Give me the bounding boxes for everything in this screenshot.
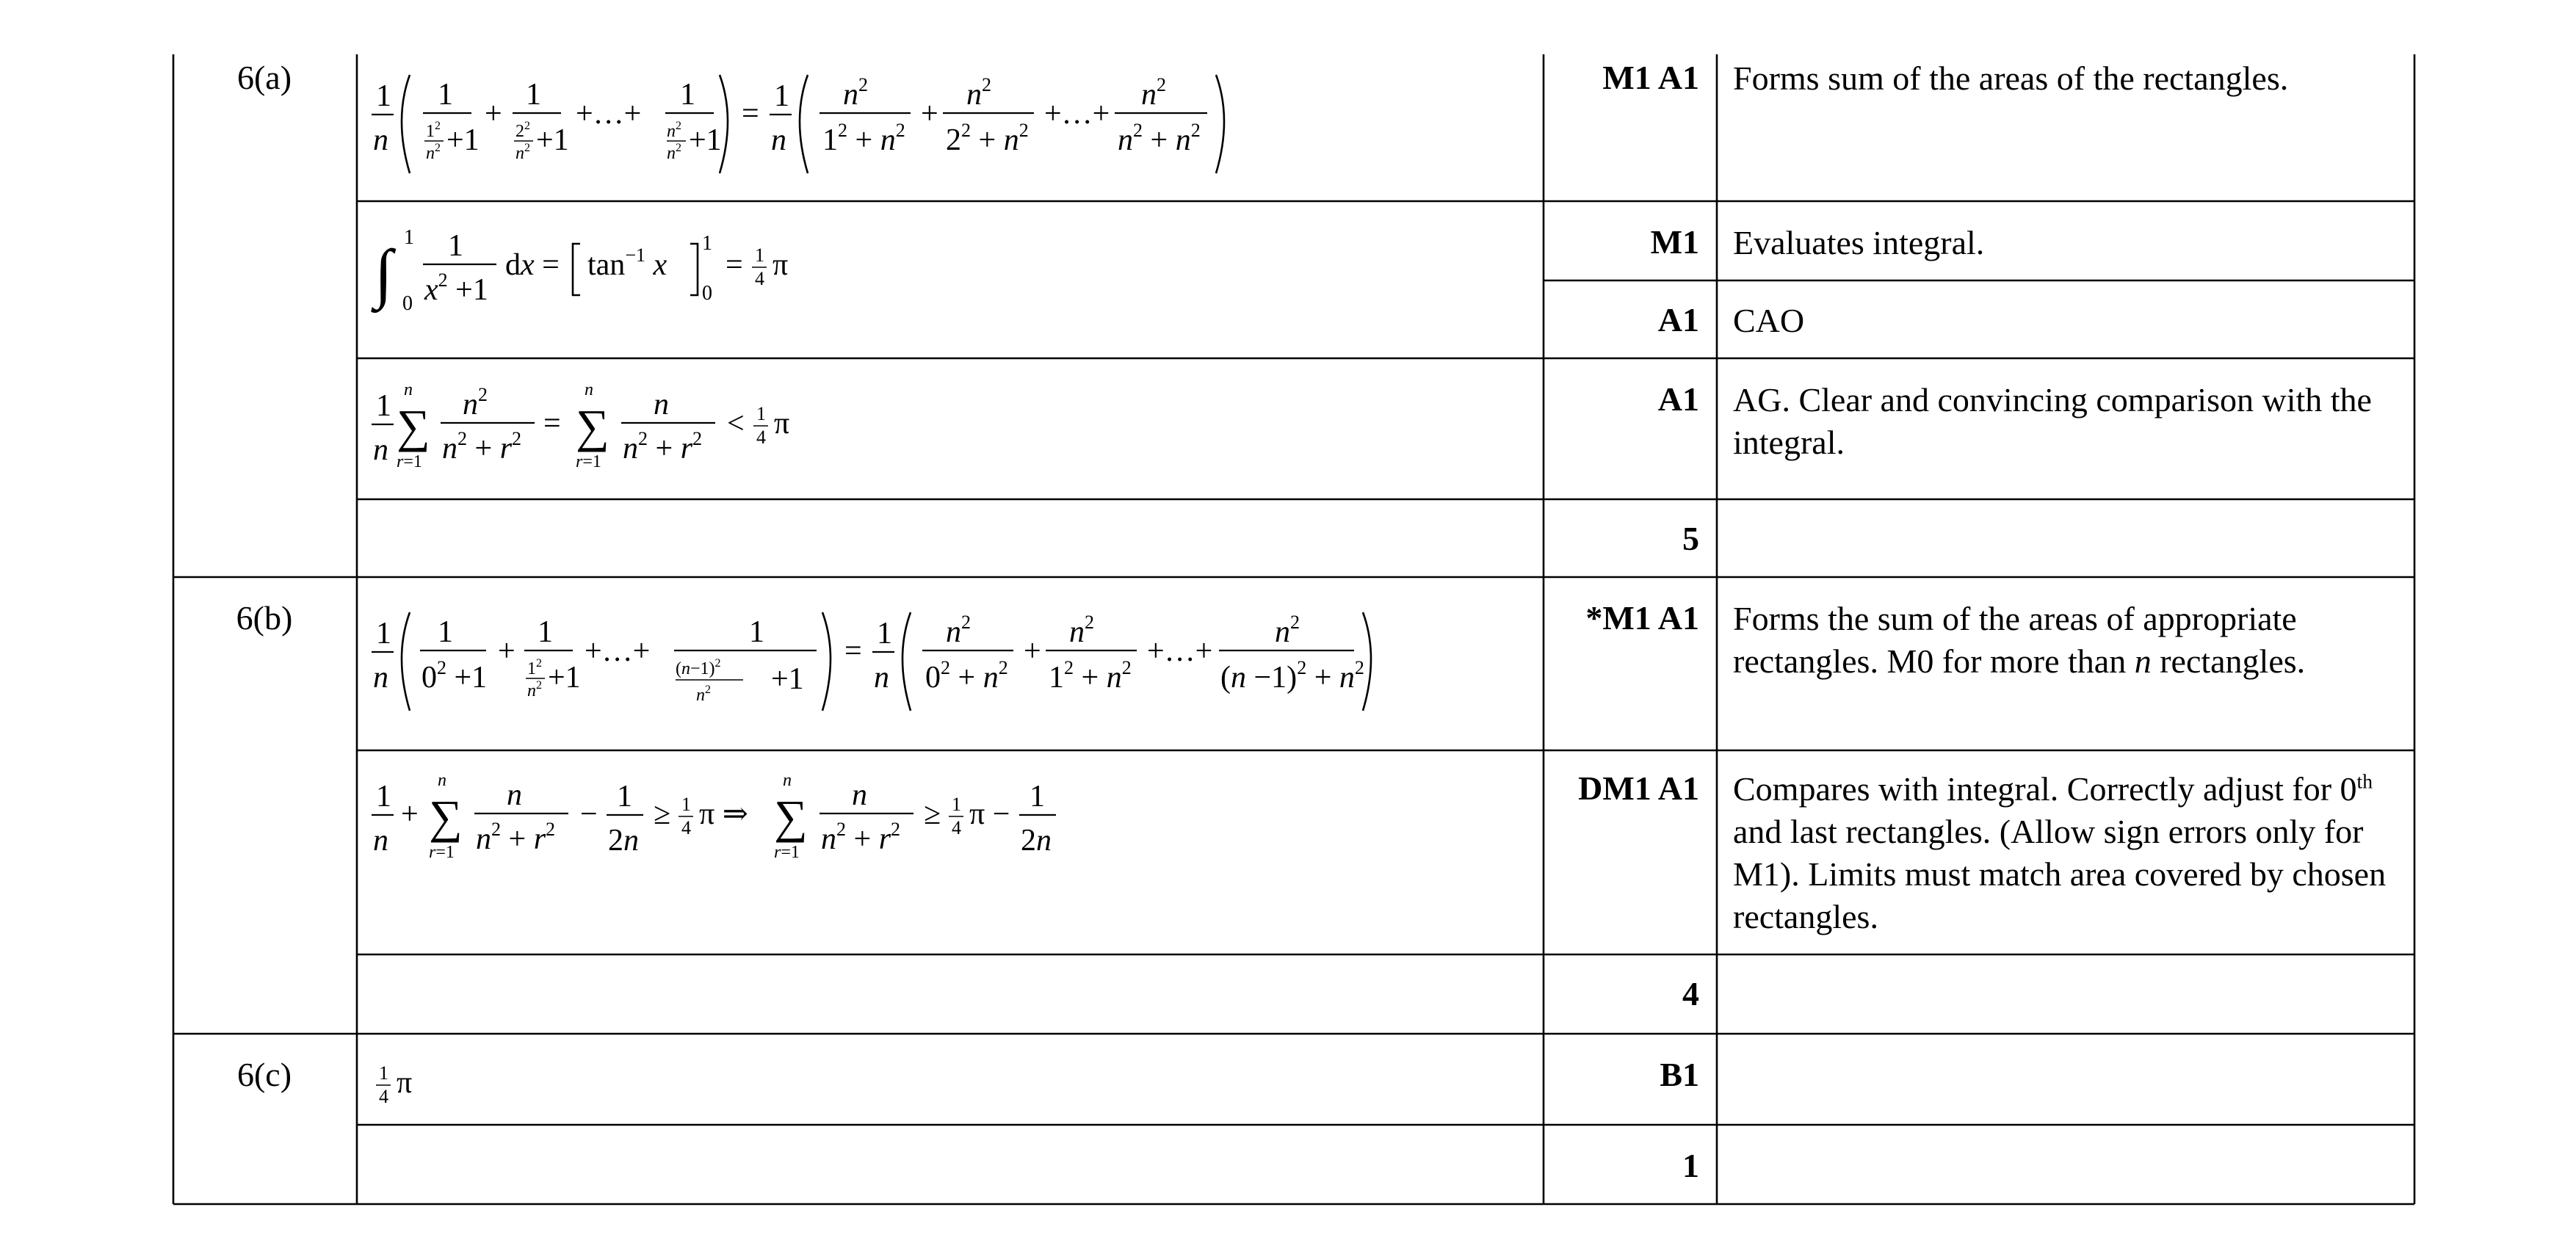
svg-text:2n: 2n — [608, 824, 639, 858]
marks-cell: A1 — [1657, 380, 1699, 418]
svg-text:4: 4 — [755, 268, 764, 289]
svg-text:1: 1 — [749, 615, 764, 649]
svg-text:r=1: r=1 — [429, 843, 455, 862]
svg-text:n: n — [373, 123, 388, 157]
svg-text:∑: ∑ — [429, 791, 463, 843]
svg-text:1: 1 — [877, 617, 892, 650]
svg-text:=: = — [726, 248, 743, 282]
marks-cell: A1 — [1657, 301, 1699, 338]
svg-text:(n−1)2: $(n-1)^2$ — [676, 657, 721, 678]
svg-text:+: + — [485, 97, 502, 131]
svg-text:=: = — [742, 97, 759, 131]
svg-text:n: n — [654, 388, 669, 421]
svg-text:n: n — [373, 824, 388, 858]
svg-text:1: 1 — [774, 79, 789, 113]
marks-total: 4 — [1682, 975, 1699, 1012]
svg-text:n2: $n^2$ — [667, 142, 681, 163]
svg-text:4: 4 — [681, 817, 691, 838]
svg-text:+: + — [921, 97, 938, 131]
svg-text:+…+: +…+ — [1044, 97, 1110, 131]
marks-cell: B1 — [1660, 1056, 1699, 1093]
svg-text:x2 +1: $x^2 +1$ — [424, 269, 488, 307]
question-label-6a: 6(a) — [236, 59, 292, 96]
svg-text:tan−1 x: $\tan^{-1} x$ — [587, 244, 667, 282]
math-integral-evaluation — [367, 214, 881, 336]
svg-text:1: 1 — [1030, 780, 1045, 813]
guidance-cell: Evaluates integral. — [1733, 224, 1985, 261]
svg-text:1: 1 — [376, 780, 391, 813]
svg-text:n2: $n^2$ — [667, 120, 681, 141]
svg-text:n: n — [373, 433, 388, 467]
math-sum-of-rectangles-6a — [367, 63, 1322, 199]
svg-text:1: 1 — [680, 78, 695, 112]
guidance-cell: Forms sum of the areas of the rectangles. — [1733, 59, 2289, 97]
svg-text:n2: $n^2$ — [946, 612, 971, 649]
marks-cell: M1 A1 — [1602, 59, 1699, 96]
svg-text:02 +1: $0^2 +1$ — [422, 657, 488, 695]
svg-text:≥: ≥ — [924, 797, 941, 831]
math-sum-of-rectangles-6b — [367, 601, 1439, 744]
svg-text:+…+: +…+ — [585, 634, 651, 668]
svg-text:n2 + r2: $n^2 + r^2$ — [623, 428, 703, 465]
svg-text:n: n — [852, 778, 867, 812]
svg-text:=: = — [844, 634, 862, 668]
svg-text:12 + n2: $1^2 + n^2$ — [1049, 657, 1132, 695]
svg-text:r=1: r=1 — [397, 452, 422, 471]
svg-text:n2 + r2: $n^2 + r^2$ — [821, 819, 901, 856]
svg-text:∑: ∑ — [397, 400, 430, 452]
svg-text:(n −1)2 + n2: $(n -1)^2 + n^2$ — [1220, 657, 1364, 695]
svg-text:+: + — [401, 797, 419, 831]
marks-total: 5 — [1682, 520, 1699, 557]
question-label-6b: 6(b) — [236, 599, 293, 637]
math-sum-comparison — [367, 373, 881, 494]
svg-text:1: 1 — [952, 794, 961, 815]
svg-text:+1: +1 — [536, 123, 569, 157]
svg-text:r=1: r=1 — [576, 452, 601, 471]
svg-text:+…+: +…+ — [1147, 634, 1213, 668]
svg-text:n: n — [783, 771, 792, 790]
svg-text:≥: ≥ — [654, 797, 671, 831]
svg-text:+…+: +…+ — [576, 97, 642, 131]
svg-text:−: − — [580, 797, 598, 831]
svg-text:n2: $n^2$ — [843, 74, 868, 112]
svg-text:n2: $n^2$ — [1069, 612, 1094, 649]
guidance-cell: Forms the sum of the areas of appropriate rectangles. M0 for more than n rectangles. — [1733, 600, 2306, 680]
svg-text:n2 + n2: $n^2 + n^2$ — [1118, 120, 1201, 157]
svg-text:n: n — [874, 661, 889, 695]
svg-text:4: 4 — [952, 817, 961, 838]
svg-text:4: 4 — [756, 427, 766, 448]
svg-text:+1: +1 — [771, 662, 804, 696]
svg-text:π: π — [774, 407, 790, 441]
svg-text:∑: ∑ — [774, 791, 808, 843]
marks-cell: M1 — [1650, 223, 1699, 261]
svg-text:n2: $n^2$ — [515, 142, 530, 163]
svg-text:+1: +1 — [548, 661, 581, 695]
guidance-cell: CAO — [1733, 302, 1805, 339]
svg-text:n2: $n^2$ — [527, 679, 542, 700]
svg-text:1: 1 — [376, 617, 391, 650]
svg-text:n: n — [404, 380, 413, 399]
svg-text:=: = — [543, 407, 561, 441]
svg-text:1: 1 — [379, 1062, 388, 1084]
marks-cell: *M1 A1 — [1585, 599, 1699, 637]
svg-text:12: $1^2$ — [527, 657, 542, 678]
math-inequality-6b — [367, 764, 1101, 885]
svg-text:+1: +1 — [446, 123, 480, 157]
svg-text:1: 1 — [538, 615, 553, 649]
svg-text:1: 1 — [617, 780, 632, 813]
guidance-cell: AG. Clear and convincing comparison with the integral. — [1733, 381, 2372, 461]
svg-text:n: n — [507, 778, 522, 812]
svg-text:12: $1^2$ — [426, 120, 441, 141]
svg-text:∑: ∑ — [576, 400, 609, 452]
svg-text:1: 1 — [438, 78, 453, 112]
svg-text:1: 1 — [376, 79, 391, 113]
svg-text:π −: π − — [969, 797, 1010, 831]
svg-text:1: 1 — [448, 229, 463, 263]
svg-text:n2: $n^2$ — [463, 384, 488, 421]
svg-text:<: < — [727, 407, 745, 441]
svg-text:n: n — [438, 771, 446, 790]
svg-text:22: $2^2$ — [515, 120, 530, 141]
question-label-6c: 6(c) — [236, 1056, 292, 1093]
svg-text:1: 1 — [526, 78, 541, 112]
svg-text:1: 1 — [756, 403, 766, 424]
svg-text:n: n — [373, 661, 388, 695]
svg-text:∫: ∫ — [375, 237, 393, 310]
svg-text:22 + n2: $2^2 + n^2$ — [946, 120, 1029, 157]
svg-text:1: 1 — [438, 615, 453, 649]
svg-text:n2: $n^2$ — [1275, 612, 1300, 649]
svg-text:1: 1 — [755, 244, 764, 266]
svg-text:1: 1 — [404, 226, 414, 249]
svg-text:+: + — [1024, 634, 1041, 668]
svg-text:dx =: dx = — [505, 248, 560, 282]
svg-text:02 + n2: $0^2 + n^2$ — [925, 657, 1008, 695]
svg-text:n2 + r2: $n^2 + r^2$ — [476, 819, 556, 856]
svg-text:n2: $n^2$ — [426, 142, 441, 163]
svg-text:1: 1 — [376, 389, 391, 423]
guidance-cell: Compares with integral. Correctly adjust for 0th and last rectangles. (Allow sign errors only for M1). Limits must match area covered by chosen rectangles. — [1733, 769, 2387, 935]
marks-cell: DM1 A1 — [1578, 769, 1699, 807]
svg-text:2n: 2n — [1021, 824, 1052, 858]
svg-text:π: π — [773, 248, 789, 282]
svg-text:n2: $n^2$ — [966, 74, 991, 112]
svg-text:0: 0 — [702, 282, 712, 305]
svg-text:π: π — [397, 1066, 413, 1100]
svg-text:4: 4 — [379, 1086, 388, 1107]
svg-text:12 + n2: $1^2 + n^2$ — [822, 120, 905, 157]
svg-text:n2: $n^2$ — [1141, 74, 1166, 112]
svg-text:n: n — [771, 123, 786, 157]
svg-text:+: + — [498, 634, 515, 668]
svg-text:0: 0 — [402, 292, 413, 315]
marks-total: 1 — [1682, 1147, 1699, 1184]
svg-text:+1: +1 — [689, 123, 722, 157]
svg-text:r=1: r=1 — [774, 843, 800, 862]
math-answer-6c — [367, 1045, 514, 1123]
svg-text:1: 1 — [681, 794, 691, 815]
svg-text:1: 1 — [702, 232, 712, 255]
svg-text:n: n — [585, 380, 593, 399]
svg-text:n2: $n^2$ — [696, 684, 711, 705]
svg-text:π ⇒: π ⇒ — [699, 797, 748, 831]
svg-text:n2 + r2: $n^2 + r^2$ — [442, 428, 522, 465]
